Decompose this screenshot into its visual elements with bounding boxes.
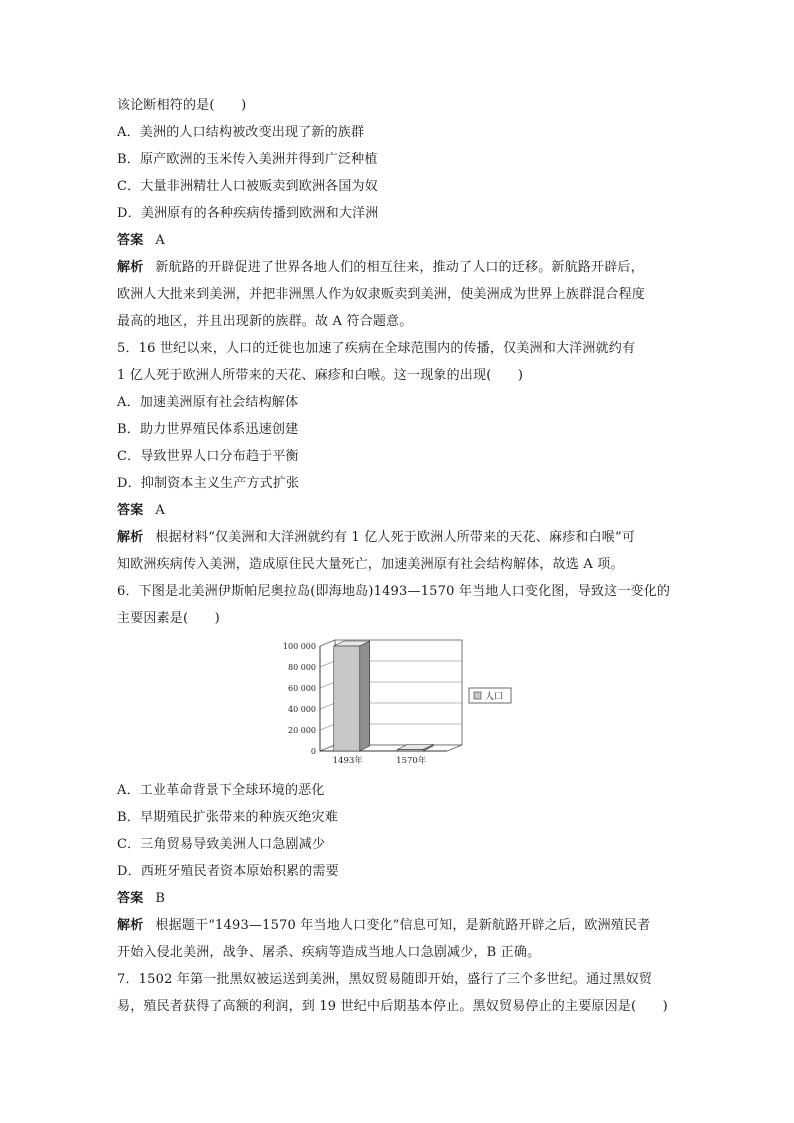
x-tick-label: 1493年 (332, 756, 363, 766)
q7-stem-line-1: 7．1502 年第一批黑奴被运送到美洲，黑奴贸易随即开始，盛行了三个多世纪。通过黑奴贸 (117, 972, 653, 987)
bar-side (360, 641, 370, 751)
q4-option-b: B．原产欧洲的玉米传入美洲并得到广泛种植 (117, 152, 378, 167)
q5-analysis-line-2: 知欧洲疾病传入美洲，造成原住民大量死亡，加速美洲原有社会结构解体，故选 A 项。 (117, 557, 624, 572)
q4-option-a: A．美洲的人口结构被改变出现了新的族群 (117, 125, 365, 140)
q4-stem-end: 该论断相符的是( ) (117, 98, 247, 113)
q6-option-d: D．西班牙殖民者资本原始积累的需要 (117, 864, 339, 879)
q4-answer (117, 227, 682, 254)
bar (397, 750, 423, 752)
answer-value: A (155, 233, 165, 248)
q6-option-a: A．工业革命背景下全球环境的恶化 (117, 783, 325, 798)
y-tick-label: 60 000 (288, 684, 316, 693)
q4-option-d: D．美洲原有的各种疾病传播到欧洲和大洋洲 (117, 206, 379, 221)
q4-analysis-line-2: 欧洲人大批来到美洲，并把非洲黑人作为奴隶贩卖到美洲，使美洲成为世界上族群混合程度 (117, 287, 646, 302)
chart-svg (117, 636, 682, 771)
q5-analysis-line-1 (117, 524, 682, 551)
q5-answer (117, 497, 682, 524)
legend-swatch (474, 692, 481, 699)
population-chart (117, 636, 682, 771)
q6-stem-line-2: 主要因素是( ) (117, 611, 220, 626)
q5-stem-line-1: 5．16 世纪以来，人口的迁徙也加速了疾病在全球范围内的传播，仅美洲和大洋洲就约有 (117, 341, 636, 356)
q4-analysis-line-3: 最高的地区，并且出现新的族群。故 A 符合题意。 (117, 314, 413, 329)
q4-analysis-line-1 (117, 254, 682, 281)
q6-option-b: B．早期殖民扩张带来的种族灭绝灾难 (117, 810, 338, 825)
analysis-label: 解析 (117, 260, 144, 275)
analysis-text: 根据材料“仅美洲和大洋洲就约有 1 亿人死于欧洲人所带来的天花、麻疹和白喉”可 (155, 530, 636, 545)
y-tick-label: 80 000 (288, 663, 316, 672)
q5-option-c: C．导致世界人口分布趋于平衡 (117, 449, 299, 464)
answer-label: 答案 (117, 891, 144, 906)
answer-label: 答案 (117, 233, 144, 248)
document-page (117, 92, 682, 1020)
q4-option-c: C．大量非洲精壮人口被贩卖到欧洲各国为奴 (117, 179, 378, 194)
q5-option-a: A．加速美洲原有社会结构解体 (117, 395, 299, 410)
answer-label: 答案 (117, 503, 144, 518)
x-tick-label: 1570年 (396, 756, 427, 766)
analysis-label: 解析 (117, 918, 144, 933)
q6-analysis-line-2: 开始入侵北美洲，战争、屠杀、疾病等造成当地人口急剧减少，B 正确。 (117, 945, 541, 960)
analysis-text: 新航路的开辟促进了世界各地人们的相互往来，推动了人口的迁移。新航路开辟后， (155, 260, 644, 275)
q6-stem-line-1: 6．下图是北美洲伊斯帕尼奥拉岛(即海地岛)1493—1570 年当地人口变化图，导致这一变化的 (117, 584, 671, 599)
q6-answer (117, 885, 682, 912)
analysis-text: 根据题干“1493—1570 年当地人口变化”信息可知，是新航路开辟之后，欧洲殖民者 (155, 918, 651, 933)
chart-side-wall (320, 640, 335, 751)
y-tick-label: 20 000 (288, 726, 316, 735)
answer-value: A (155, 503, 165, 518)
q6-option-c: C．三角贸易导致美洲人口急剧减少 (117, 837, 326, 852)
q5-stem-line-2: 1 亿人死于欧洲人所带来的天花、麻疹和白喉。这一现象的出现( ) (117, 368, 524, 383)
q7-stem-line-2: 易，殖民者获得了高额的利润，到 19 世纪中后期基本停止。黑奴贸易停止的主要原因是( ) (117, 999, 668, 1014)
y-tick-label: 40 000 (288, 705, 316, 714)
y-tick-label: 100 000 (282, 642, 316, 651)
analysis-label: 解析 (117, 530, 144, 545)
q5-option-d: D．抑制资本主义生产方式扩张 (117, 476, 300, 491)
answer-value: B (155, 891, 166, 906)
q6-analysis-line-1 (117, 912, 682, 939)
y-tick-label: 0 (310, 747, 316, 756)
legend-label: 人口 (485, 692, 504, 702)
q5-option-b: B．助力世界殖民体系迅速创建 (117, 422, 299, 437)
bar (334, 646, 360, 751)
